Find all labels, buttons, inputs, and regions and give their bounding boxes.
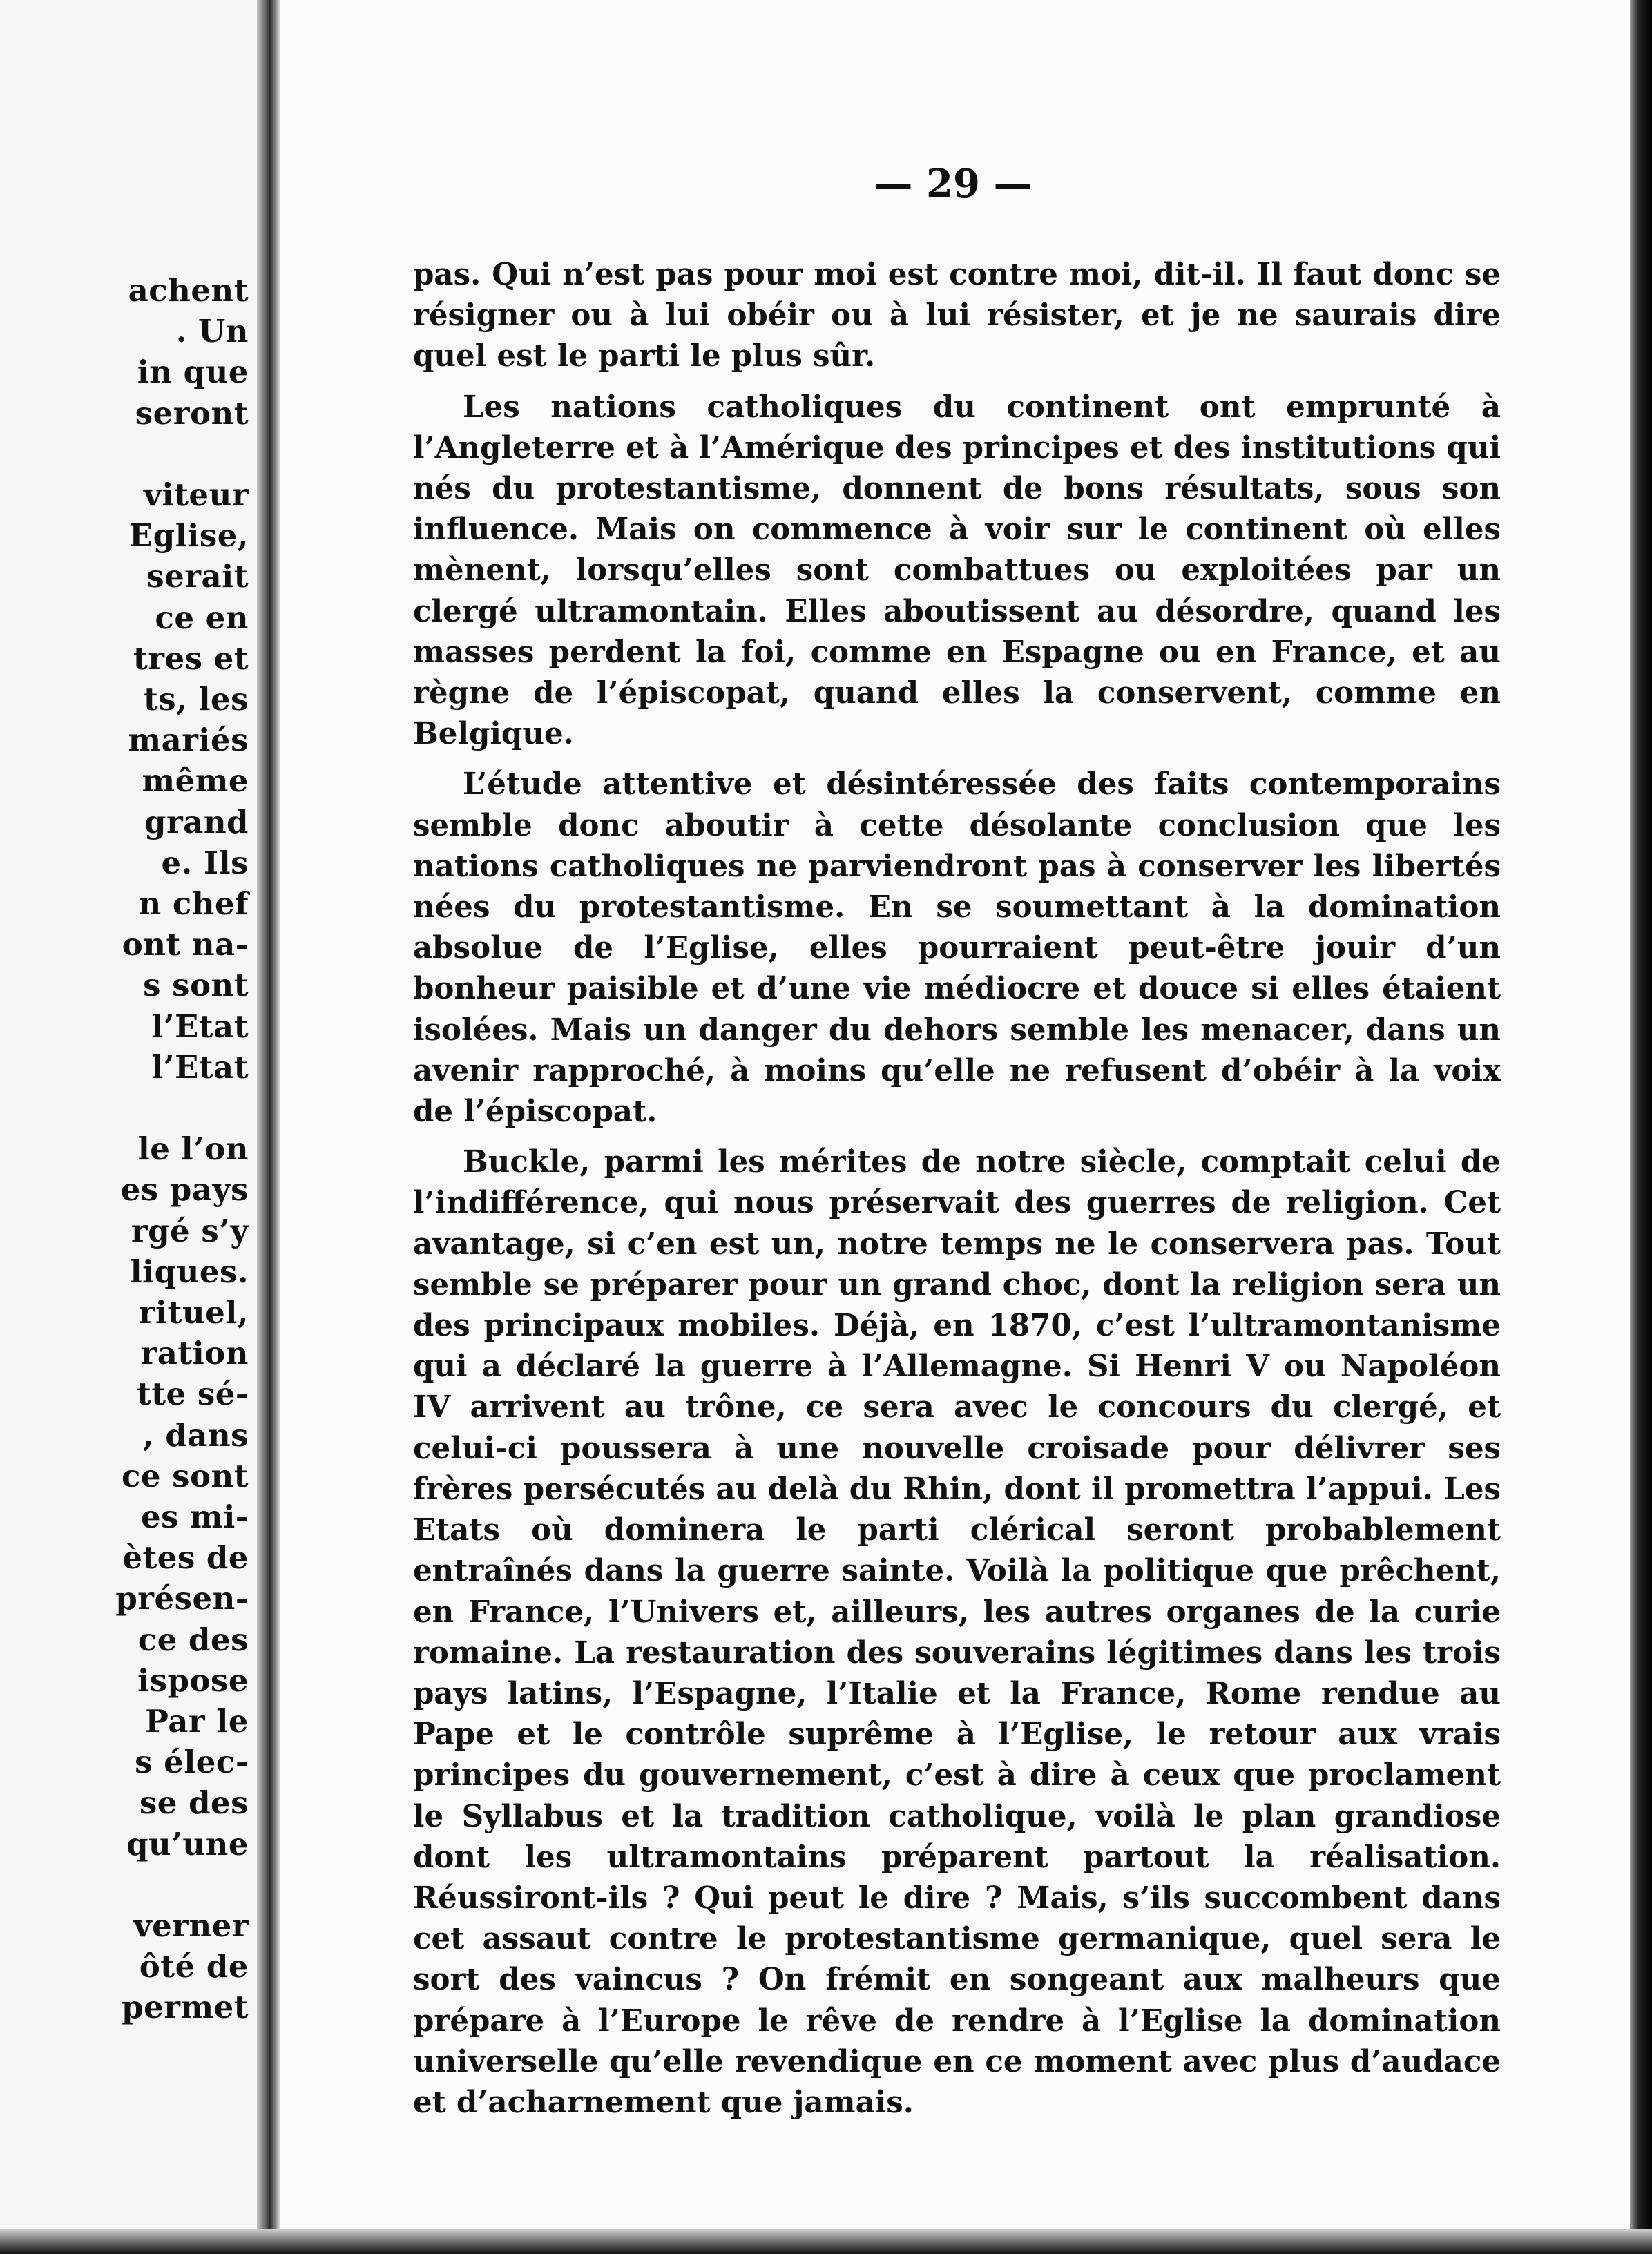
paragraph-4: Buckle, parmi les mérites de notre siècle, comptait celui de l’indifférence, qui nous préservait des guerres de religion. Cet avantage, si c’en est un, notre temps ne le conservera pas. Tout semble se préparer pour un grand choc, dont la religion sera un des principaux mobiles. Déjà, en 1870, c’est l’ultramontanisme qui a déclaré la guerre à l’Allemagne. Si Henri V ou Napoléon IV arrivent au trône, ce sera avec le concours du clergé, et celui-ci poussera à une nouvelle croisade pour délivrer ses frères persécutés au delà du Rhin, dont il promettra l’appui. Les Etats où dominera le parti clérical seront probablement entraînés dans la guerre sainte. Voilà la politique que prêchent, en France, l’Univers et, ailleurs, les autres organes de la curie romaine. La restauration des souverains légitimes dans les trois pays latins, l’Espagne, l’Italie et la France, Rome rendue au Pape et le contrôle suprême à l’Eglise, le retour aux vrais principes du gouvernement, c’est à dire à ceux que proclament le Syllabus et la tradition catholique, voilà le plan grandiose dont les ultramontains préparent partout la réalisation. Réussiront-ils ? Qui peut le dire ? Mais, s’ils succombent dans cet assaut contre le protestantisme germanique, quel sera le sort des vaincus ? On frémit en songeant aux malheurs que prépare à l’Europe le rêve de rendre à l’Eglise la domination universelle qu’elle revendique en ce moment avec plus d’audace et d’acharnement que jamais. — [413, 1144, 1501, 2120]
paragraph-3: L’étude attentive et désintéressée des faits contemporains semble donc aboutir à cette désolante conclusion que les nations catholiques ne parviendront pas à conserver les libertés nées du protestantisme. En se soumettant à la domination absolue de l’Eglise, elles pourraient peut-être jouir d’un bonheur paisible et d’une vie médiocre et douce si elles étaient isolées. Mais un danger du dehors semble les menacer, dans un avenir rapproché, à moins qu’elle ne refusent d’obéir à la voix de l’épiscopat. — [413, 767, 1501, 1130]
left-page-line: . Un — [175, 313, 249, 350]
left-page-line: ce en — [155, 599, 249, 636]
left-page-line: l’Etat — [151, 1048, 249, 1086]
paragraph-1: pas. Qui n’est pas pour moi est contre moi, dit-il. Il faut donc se résigner ou à lui obéir ou à lui résister, et je ne saurais dire quel est le parti le plus sûr. — [413, 257, 1501, 374]
left-page-line: n chef — [138, 885, 249, 922]
left-page-line: l’Etat — [151, 1008, 249, 1045]
left-page-line: s élec- — [135, 1744, 249, 1781]
left-page-line: rituel, — [138, 1294, 249, 1331]
left-facing-page — [0, 0, 262, 2254]
left-page-line: achent — [128, 272, 249, 309]
left-page-line: Par le — [145, 1703, 249, 1740]
left-page-line: es mi- — [140, 1499, 249, 1535]
left-page-line: es pays — [120, 1171, 249, 1208]
left-page-line: ce des — [137, 1621, 249, 1658]
left-page-line: ôté de — [139, 1948, 249, 1985]
left-page-line: tres et — [133, 639, 249, 677]
left-page-line: Eglise, — [128, 517, 249, 555]
left-page-line: qu’une — [126, 1825, 249, 1862]
left-page-line: tte sé- — [136, 1376, 249, 1413]
paragraph-2: Les nations catholiques du continent ont emprunté à l’Angleterre et à l’Amérique des principes et des institutions qui nés du protestantisme, donnent de bons résultats, sous son influence. Mais on commence à voir sur le continent où elles mènent, lorsqu’elles sont combattues ou exploitées par un clergé ultramontain. Elles aboutissent au désordre, quand les masses perdent la foi, comme en Espagne ou en France, et au règne de l’épiscopat, quand elles la conservent, comme en Belgique. — [413, 389, 1501, 752]
right-scan-edge — [1630, 0, 1652, 2254]
bottom-scan-edge — [0, 2229, 1652, 2254]
left-page-line: in que — [137, 354, 249, 391]
left-page-line: , dans — [142, 1416, 249, 1454]
left-page-line: e. Ils — [161, 844, 249, 881]
left-page-line: même — [142, 762, 249, 800]
book-gutter-shadow — [257, 0, 280, 2254]
left-page-line: ts, les — [143, 681, 249, 717]
left-page-line: ce sont — [121, 1457, 249, 1494]
page-body-text — [413, 254, 1501, 2123]
left-page-line: mariés — [128, 722, 249, 759]
left-page-line: permet — [122, 1989, 249, 2026]
left-page-line: verner — [133, 1907, 249, 1944]
left-page-line: serait — [146, 558, 249, 595]
left-page-line: présen- — [115, 1580, 249, 1617]
left-page-line: liques. — [130, 1253, 249, 1290]
left-page-line: viteur — [143, 476, 249, 513]
page-number: — 29 — — [874, 161, 1032, 206]
left-page-line: le l’on — [137, 1130, 249, 1168]
left-page-line: ration — [140, 1335, 249, 1372]
left-page-line: seront — [135, 394, 249, 432]
left-page-line: ont na- — [122, 926, 249, 963]
left-page-line: rgé s’y — [131, 1212, 249, 1249]
left-page-line: se des — [139, 1784, 249, 1822]
left-page-line: ispose — [137, 1661, 249, 1699]
left-page-line: ètes de — [122, 1539, 249, 1577]
left-page-line: s sont — [143, 967, 249, 1004]
left-page-line: grand — [144, 803, 249, 840]
